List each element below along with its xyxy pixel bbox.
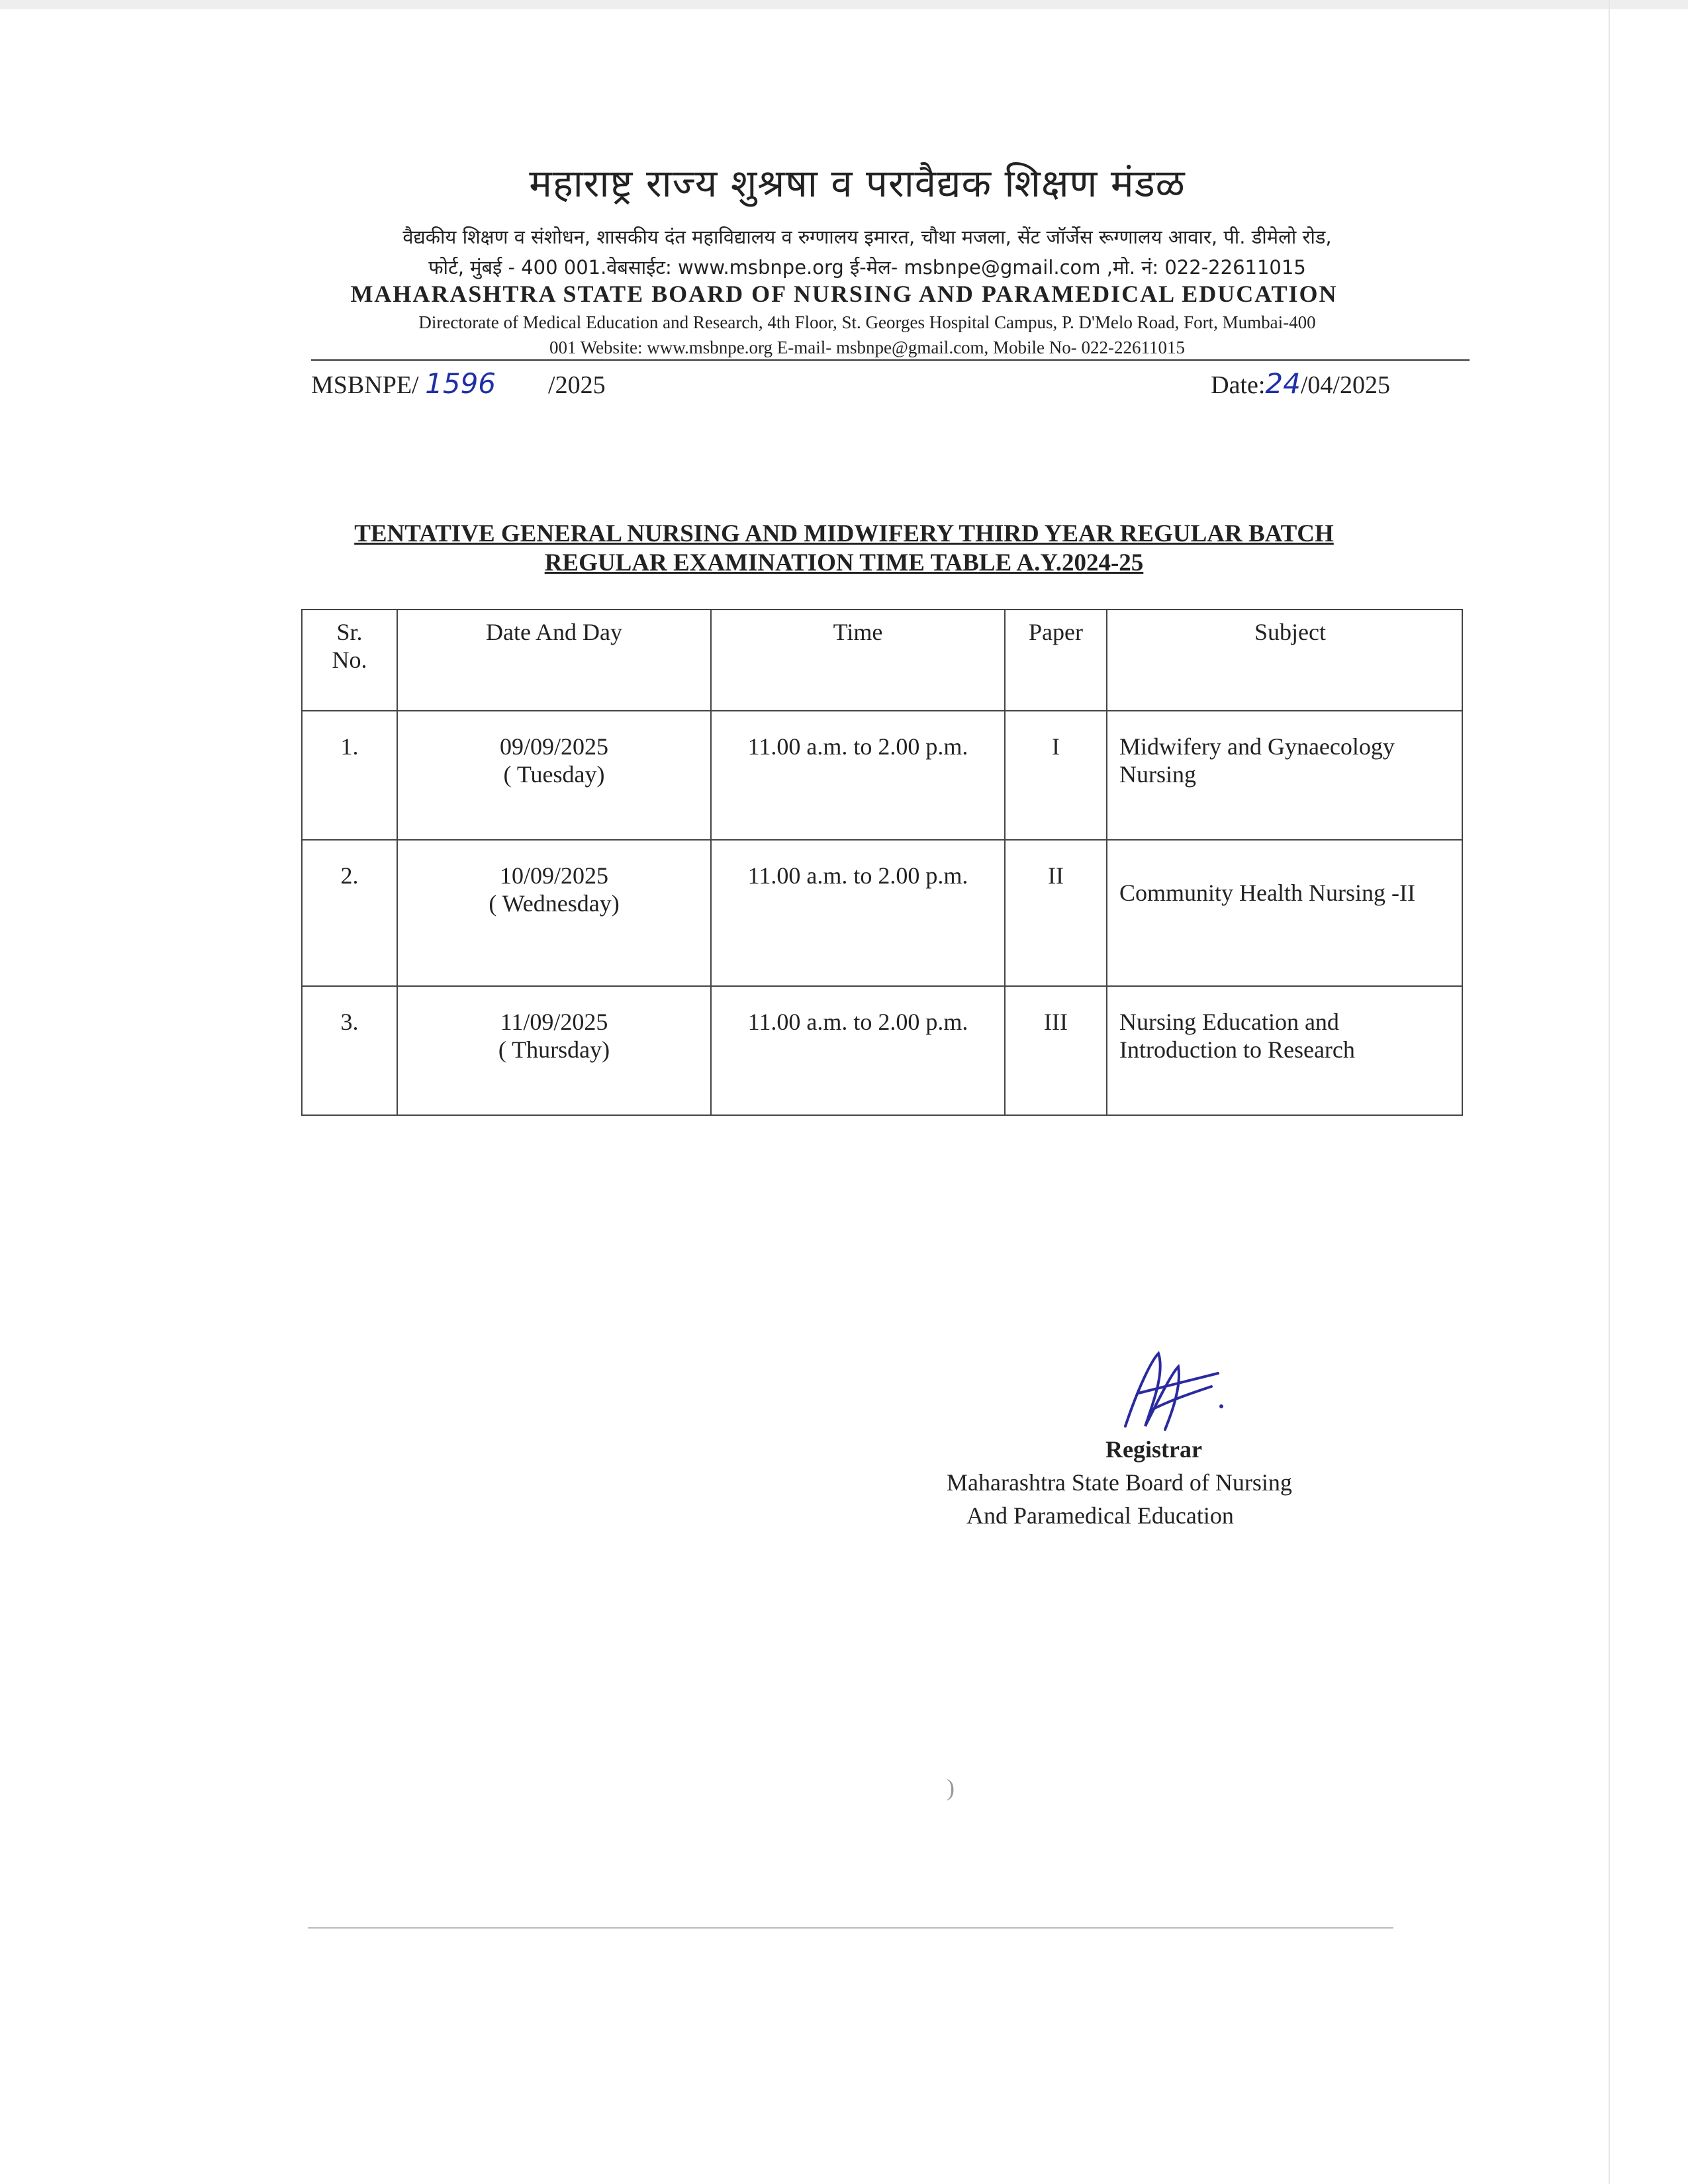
footer-divider: [308, 1927, 1393, 1929]
date-rest: /04/2025: [1300, 371, 1390, 399]
header-time: Time: [711, 610, 1005, 711]
english-address-line-2: 001 Website: www.msbnpe.org E-mail- msbnpe@gmail.com, Mobile No- 022-22611015: [549, 338, 1186, 357]
reference-date: [1211, 367, 1390, 400]
header-date: Date And Day: [397, 610, 711, 711]
registrar-signature: [1112, 1347, 1231, 1446]
cell-time: 11.00 a.m. to 2.00 p.m.: [711, 986, 1005, 1115]
cell-subject-line-1: Midwifery and Gynaecology: [1119, 733, 1395, 760]
signatory-block: [947, 1433, 1357, 1532]
letterhead: [0, 156, 1688, 208]
cell-date: [397, 711, 711, 840]
signatory-org-line-2: And Paramedical Education: [966, 1502, 1234, 1529]
cell-date: [397, 986, 711, 1115]
cell-time: 11.00 a.m. to 2.00 p.m.: [711, 711, 1005, 840]
date-label: Date:: [1211, 371, 1266, 399]
header-subject: Subject: [1107, 610, 1462, 711]
table-row: [302, 986, 1462, 1115]
reference-prefix: MSBNPE/: [311, 371, 419, 399]
reference-year: /2025: [548, 371, 606, 399]
table-row: [302, 711, 1462, 840]
cell-subject-line-1: Community Health Nursing -II: [1119, 880, 1415, 906]
reference-number: [311, 367, 606, 400]
letterhead-english-address: [311, 310, 1423, 360]
marathi-address-line-1: वैद्यकीय शिक्षण व संशोधन, शासकीय दंत महाविद्यालय व रुग्णालय इमारत, चौथा मजला, सेंट जॉर्जेस रूग्णालय आवार, पी. डीमेलो रोड,: [402, 226, 1332, 248]
table-row: [302, 840, 1462, 986]
exam-timetable: [301, 609, 1463, 1116]
reference-handwritten-number: 1596: [425, 367, 496, 400]
marathi-address-line-2: फोर्ट, मुंबई - 400 001.वेबसाईट: www.msbnpe.org ई-मेल- msbnpe@gmail.com ,मो. नं: 022-22611015: [428, 256, 1306, 279]
cell-date-value: 11/09/2025: [500, 1009, 608, 1035]
cell-subject: [1107, 711, 1462, 840]
cell-paper: I: [1005, 711, 1107, 840]
cell-time: 11.00 a.m. to 2.00 p.m.: [711, 840, 1005, 986]
cell-sr: 1.: [302, 711, 397, 840]
cell-subject: [1107, 840, 1462, 986]
cell-date-value: 10/09/2025: [499, 862, 608, 889]
letterhead-marathi-address: [311, 222, 1423, 283]
cell-paper: II: [1005, 840, 1107, 986]
page-right-edge: [1609, 0, 1610, 2184]
page-top-edge: [0, 0, 1688, 9]
cell-day-value: ( Wednesday): [489, 890, 620, 917]
stray-mark: ): [947, 1774, 955, 1801]
letterhead-marathi-title: महाराष्ट्र राज्य शुश्रषा व परावैद्यक शिक्षण मंडळ: [529, 161, 1186, 206]
english-address-line-1: Directorate of Medical Education and Research, 4th Floor, St. Georges Hospital Campus, P. D'Melo Road, Fort, Mumbai-400: [418, 312, 1316, 332]
cell-subject-line-2: Nursing: [1119, 761, 1196, 788]
letterhead-divider: [311, 359, 1470, 361]
header-sr-no: [302, 610, 397, 711]
document-title: [0, 520, 1688, 578]
document-title-line-1: TENTATIVE GENERAL NURSING AND MIDWIFERY THIRD YEAR REGULAR BATCH: [354, 520, 1334, 547]
signatory-org-line-1: Maharashtra State Board of Nursing: [947, 1469, 1292, 1496]
cell-subject: [1107, 986, 1462, 1115]
cell-sr: 3.: [302, 986, 397, 1115]
signatory-title: Registrar: [1105, 1436, 1202, 1463]
header-sr-line-2: No.: [332, 647, 367, 673]
cell-date: [397, 840, 711, 986]
date-handwritten-day: 24: [1265, 367, 1301, 400]
header-paper: Paper: [1005, 610, 1107, 711]
cell-day-value: ( Thursday): [498, 1036, 610, 1063]
header-sr-line-1: Sr.: [336, 619, 363, 645]
cell-day-value: ( Tuesday): [503, 761, 605, 788]
cell-date-value: 09/09/2025: [499, 733, 608, 760]
cell-paper: III: [1005, 986, 1107, 1115]
letterhead-english-name: MAHARASHTRA STATE BOARD OF NURSING AND PARAMEDICAL EDUCATION: [350, 281, 1338, 307]
cell-subject-line-1: Nursing Education and: [1119, 1009, 1339, 1035]
cell-subject-line-2: Introduction to Research: [1119, 1036, 1355, 1063]
table-header-row: [302, 610, 1462, 711]
document-title-line-2: REGULAR EXAMINATION TIME TABLE A.Y.2024-25: [544, 549, 1144, 576]
cell-sr: 2.: [302, 840, 397, 986]
